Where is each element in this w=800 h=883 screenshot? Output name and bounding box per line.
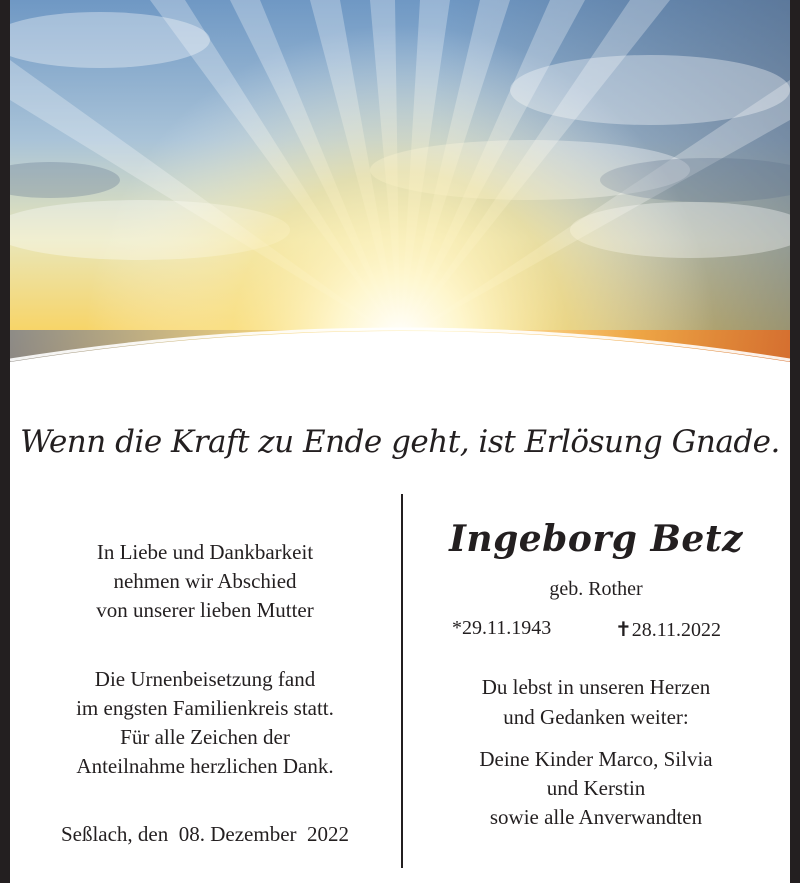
mourners-line: Deine Kinder Marco, Silvia	[479, 747, 713, 771]
place-date: Seßlach, den 08. Dezember 2022	[60, 822, 350, 846]
farewell-line: nehmen wir Abschied	[113, 569, 297, 593]
remembrance-line: Du lebst in unseren Herzen	[481, 675, 711, 699]
birth-name: geb. Rother	[549, 578, 643, 600]
burial-line: Die Urnenbeisetzung fand	[94, 667, 316, 691]
mourners-line: und Kerstin	[546, 776, 646, 800]
remembrance-line: und Gedanken weiter:	[503, 705, 689, 729]
death-date: ✝28.11.2022	[615, 619, 722, 641]
remembrance-text	[402, 672, 790, 732]
burial-line: im engsten Familienkreis statt.	[76, 696, 334, 720]
deceased-name: Ingeborg Betz	[449, 518, 743, 560]
sunrise-sky-image	[10, 0, 790, 400]
farewell-line: von unserer lieben Mutter	[96, 598, 314, 622]
farewell-text	[10, 538, 400, 625]
burial-line: Für alle Zeichen der	[120, 725, 290, 749]
birth-date: *29.11.1943	[452, 617, 552, 639]
mourners-text	[402, 745, 790, 832]
farewell-line: In Liebe und Dankbarkeit	[96, 540, 314, 564]
memorial-quote: Wenn die Kraft zu Ende geht, ist Erlösung Gnade.	[20, 424, 780, 460]
mourners-line: sowie alle Anverwandten	[489, 805, 703, 829]
obituary-notice	[10, 0, 790, 883]
burial-line: Anteilnahme herzlichen Dank.	[76, 754, 334, 778]
burial-text	[10, 665, 400, 781]
